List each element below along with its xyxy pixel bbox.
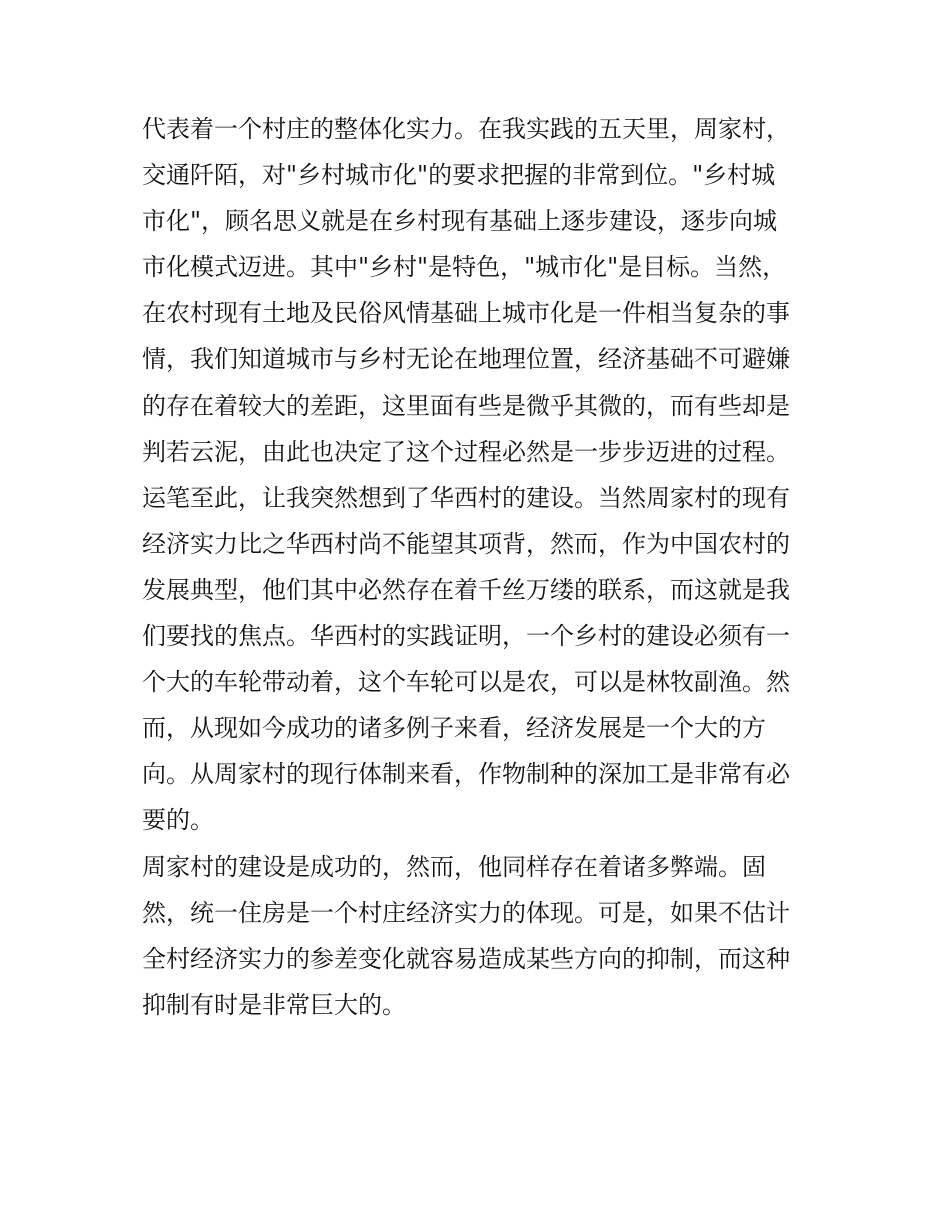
text-line: 代表着一个村庄的整体化实力。在我实践的五天里，周家村， xyxy=(142,115,790,143)
text-line: 而，从现如今成功的诸多例子来看，经济发展是一个大的方 xyxy=(142,714,766,743)
text-line: 运笔至此，让我突然想到了华西村的建设。当然周家村的现有 xyxy=(142,483,790,512)
text-line: 市化模式迈进。其中"乡村"是特色，"城市化"是目标。当然， xyxy=(142,253,787,282)
text-line: 市化"，顾名思义就是在乡村现有基础上逐步建设，逐步向城 xyxy=(142,207,778,236)
text-line: 发展典型，他们其中必然存在着千丝万缕的联系，而这就是我 xyxy=(142,575,790,604)
text-line: 经济实力比之华西村尚不能望其项背，然而，作为中国农村的 xyxy=(142,529,790,558)
text-line: 交通阡陌，对"乡村城市化"的要求把握的非常到位。"乡村城 xyxy=(142,161,776,190)
text-line: 判若云泥，由此也决定了这个过程必然是一步步迈进的过程。 xyxy=(142,437,790,466)
text-line: 在农村现有土地及民俗风情基础上城市化是一件相当复杂的事 xyxy=(142,299,790,328)
text-line: 然，统一住房是一个村庄经济实力的体现。可是，如果不估计 xyxy=(142,898,790,927)
text-line: 们要找的焦点。华西村的实践证明，一个乡村的建设必须有一 xyxy=(142,622,790,651)
text-line: 要的。 xyxy=(142,806,214,835)
text-line: 情，我们知道城市与乡村无论在地理位置，经济基础不可避嫌 xyxy=(142,345,790,374)
text-line: 周家村的建设是成功的，然而，他同样存在着诸多弊端。固 xyxy=(142,852,766,881)
text-line: 的存在着较大的差距，这里面有些是微乎其微的，而有些却是 xyxy=(142,391,790,420)
body-text xyxy=(142,106,822,1028)
text-line: 个大的车轮带动着，这个车轮可以是农，可以是林牧副渔。然 xyxy=(142,668,790,697)
text-line: 抑制有时是非常巨大的。 xyxy=(142,990,406,1019)
text-line: 全村经济实力的参差变化就容易造成某些方向的抑制，而这种 xyxy=(142,944,790,973)
text-line: 向。从周家村的现行体制来看，作物制种的深加工是非常有必 xyxy=(142,760,790,789)
